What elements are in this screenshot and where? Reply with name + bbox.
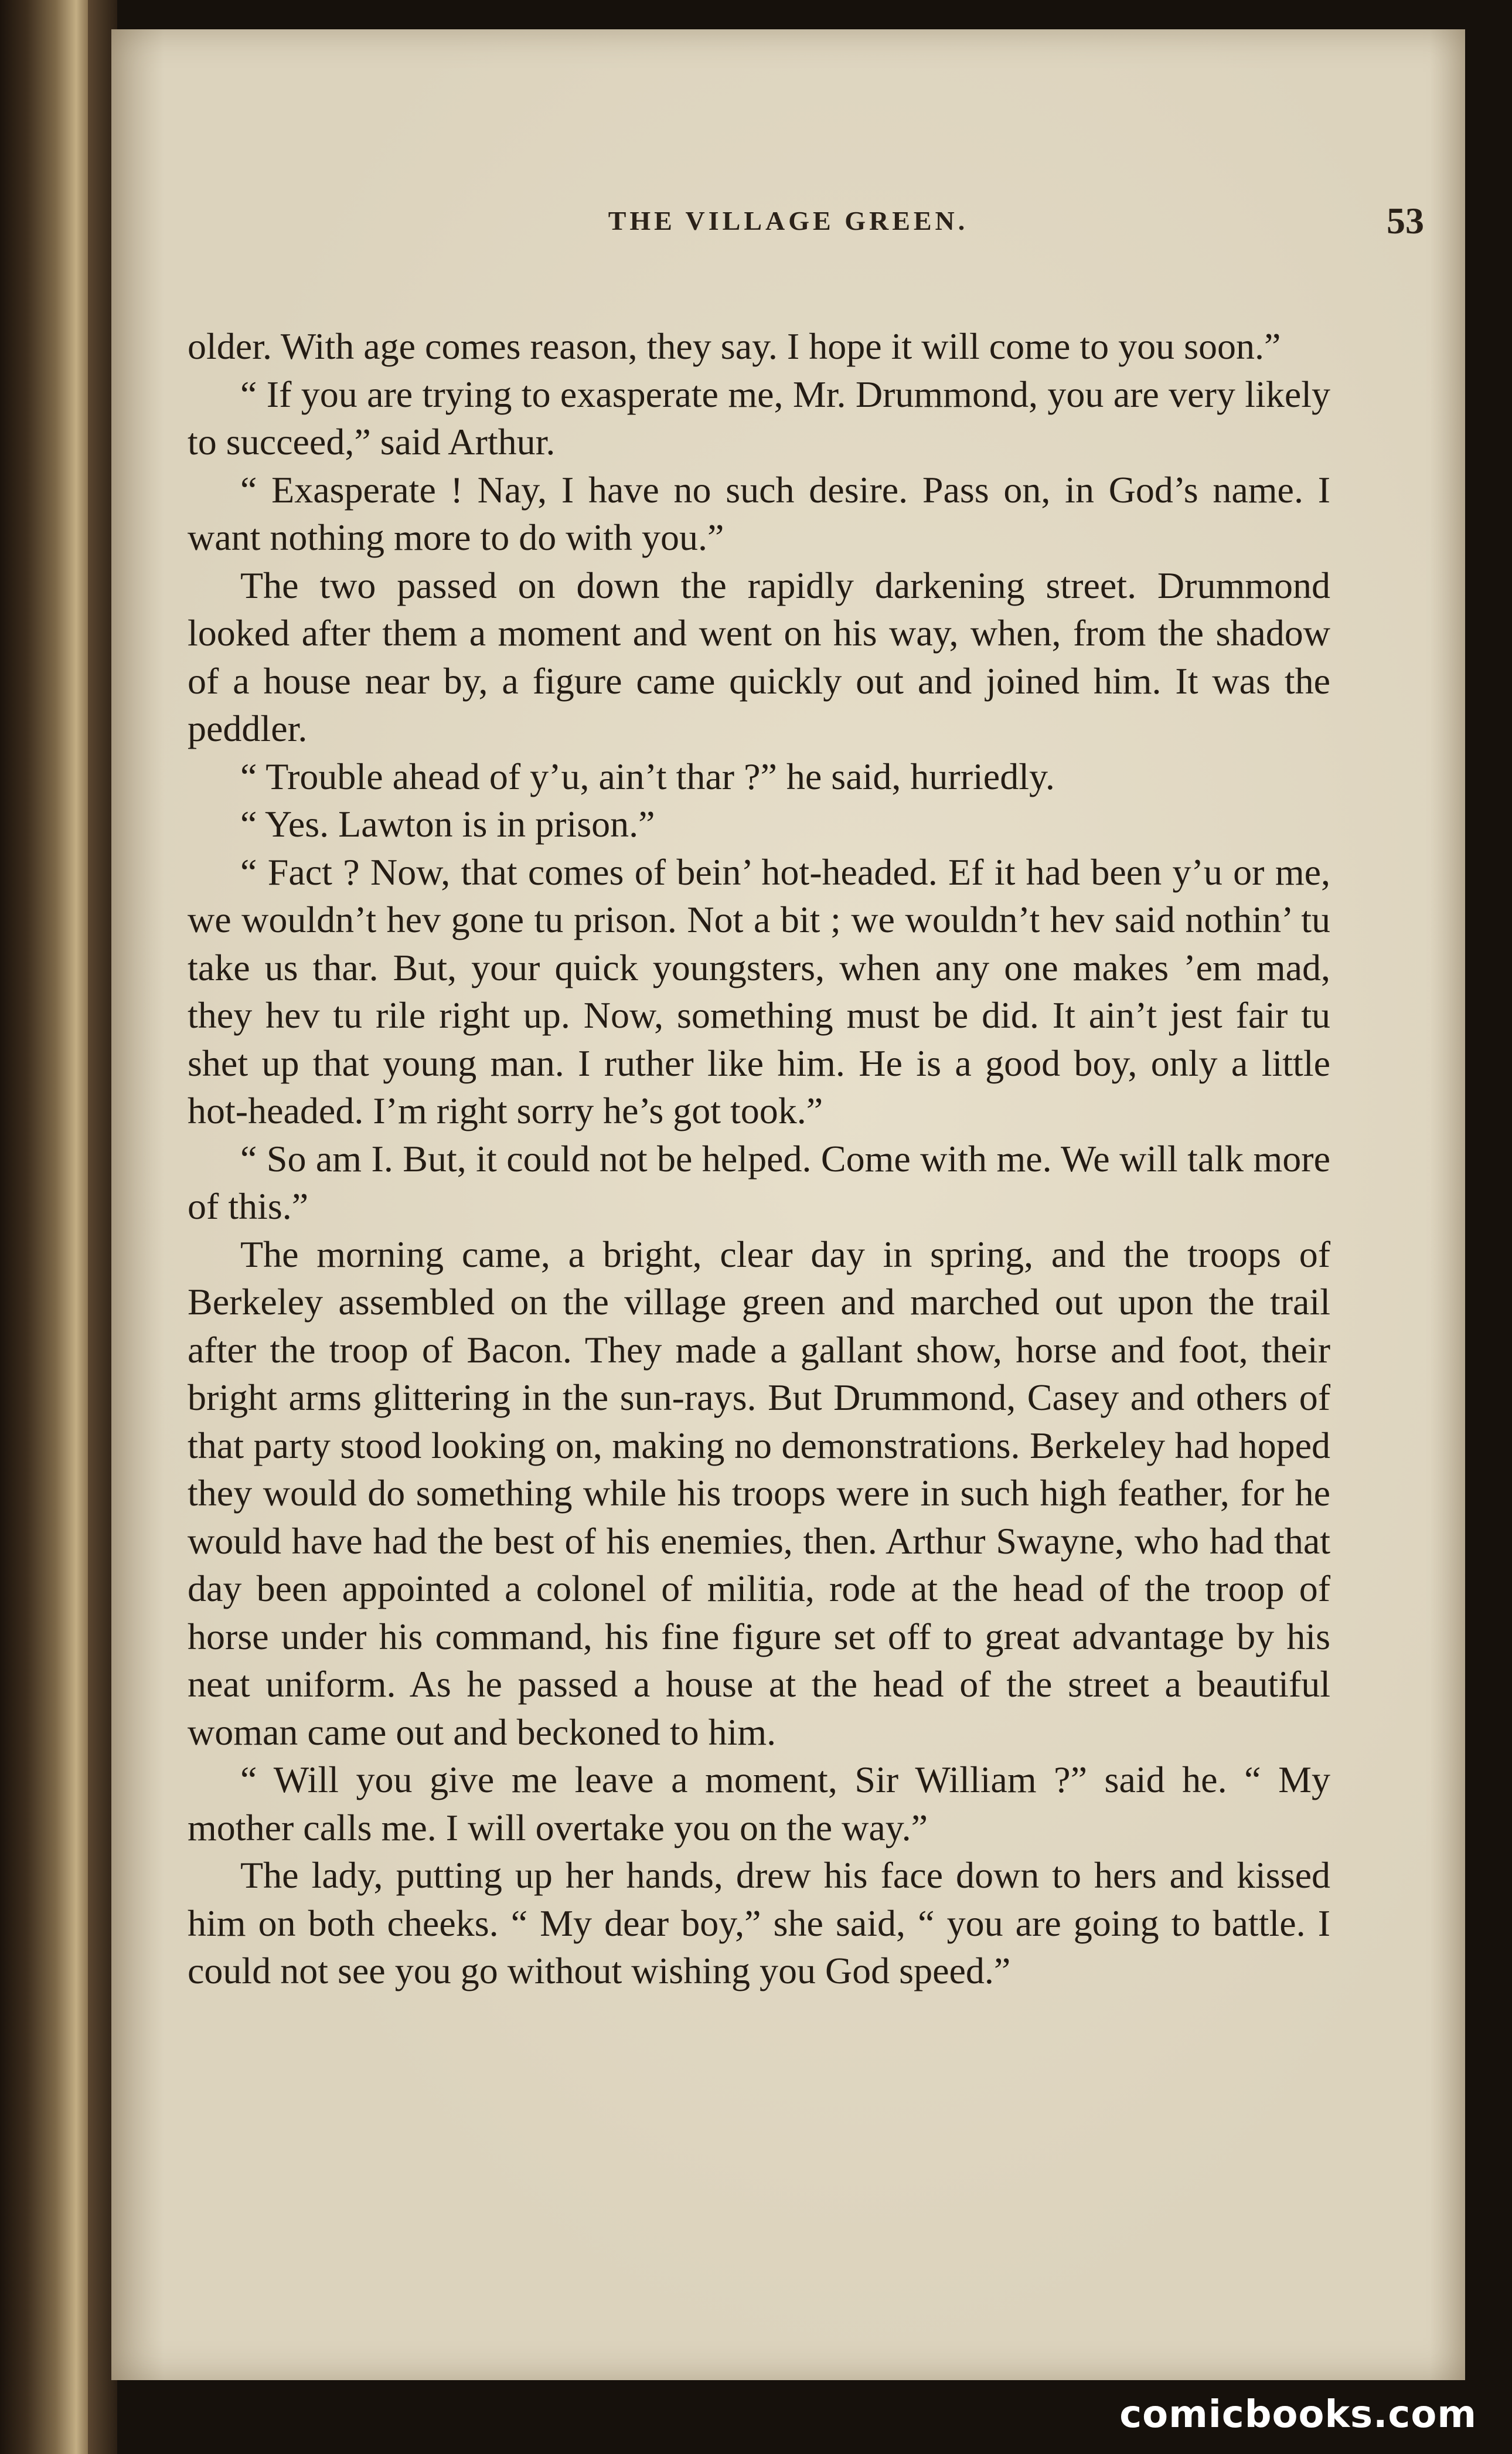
paragraph: “ So am I. But, it could not be helped. Come with me. We will talk more of this.” <box>188 1137 1330 1227</box>
left-page-edge <box>0 0 88 2454</box>
paragraph: “ If you are trying to exasperate me, Mr. Drummond, you are very likely to succeed,” said Arthur. <box>188 373 1330 463</box>
paragraph: “ Fact ? Now, that comes of bein’ hot-headed. Ef it had been y’u or me, we wouldn’t hev gone tu prison. Not a bit ; we wouldn’t hev said nothin’ tu take us thar. But, your quick youngsters, when any one makes ’em mad, they hev tu rile right up. Now, something must be did. It ain’t jest fair tu shet up that young man. I ruther like him. He is a good boy, only a little hot-headed. I’m right sorry he’s got took.” <box>188 851 1330 1131</box>
site-watermark: comicbooks.com <box>1119 2393 1477 2436</box>
book-page <box>111 29 1465 2380</box>
body-text <box>188 322 1330 1995</box>
page-header <box>111 200 1465 276</box>
page-number: 53 <box>1387 200 1424 242</box>
paragraph: “ Exasperate ! Nay, I have no such desire. Pass on, in God’s name. I want nothing more to do with you.” <box>188 468 1330 558</box>
paragraph: The lady, putting up her hands, drew his face down to hers and kissed him on both cheeks. “ My dear boy,” she said, “ you are going to battle. I could not see you go without wishing you God speed.” <box>188 1854 1330 1991</box>
paragraph: “ Trouble ahead of y’u, ain’t thar ?” he said, hurriedly. <box>240 755 1055 797</box>
paragraph: “ Yes. Lawton is in prison.” <box>240 803 655 845</box>
paragraph: “ Will you give me leave a moment, Sir William ?” said he. “ My mother calls me. I will overtake you on the way.” <box>188 1759 1330 1848</box>
paragraph: older. With age comes reason, they say. I hope it will come to you soon.” <box>188 325 1281 367</box>
paragraph: The two passed on down the rapidly darkening street. Drummond looked after them a moment and went on his way, when, from the shadow of a house near by, a figure came quickly out and joined him. It was the peddler. <box>188 564 1330 749</box>
running-head: THE VILLAGE GREEN. <box>608 206 969 236</box>
paragraph: The morning came, a bright, clear day in spring, and the troops of Berkeley assembled on the village green and marched out upon the trail after the troop of Bacon. They made a gallant show, horse and foot, their bright arms glittering in the sun-rays. But Drummond, Casey and others of that party stood looking on, making no demonstrations. Berkeley had hoped they would do something while his troops were in such high feather, for he would have had the best of his enemies, then. Arthur Swayne, who had that day been appointed a colonel of militia, rode at the head of the troop of horse under his command, his fine figure set off to great advantage by his neat uniform. As he passed a house at the head of the street a beautiful woman came out and beckoned to him. <box>188 1233 1330 1753</box>
